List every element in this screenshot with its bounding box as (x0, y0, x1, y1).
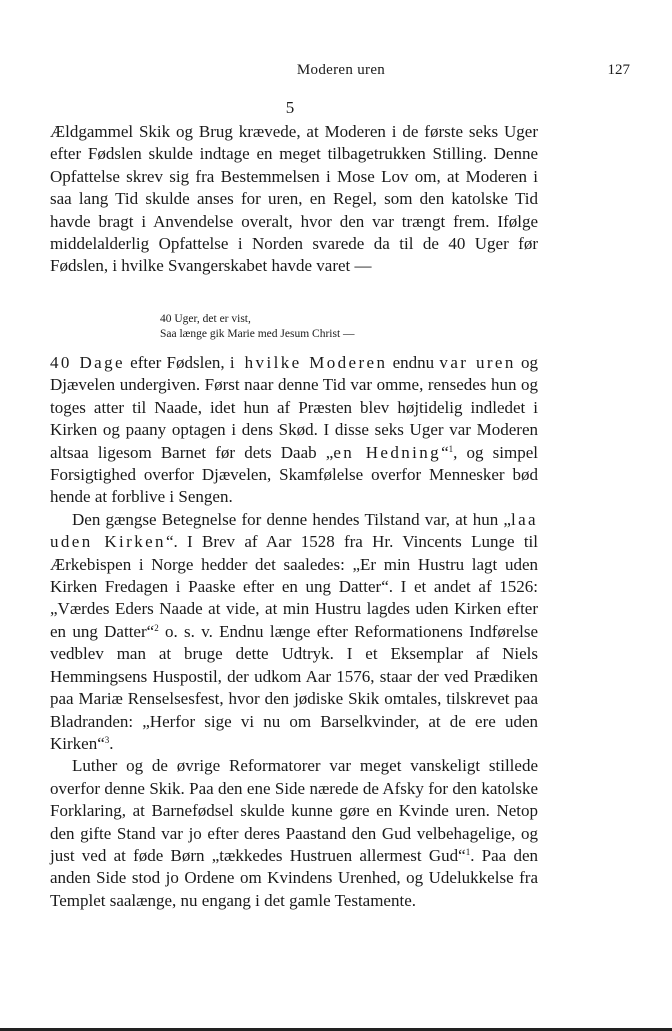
text-run: . (109, 733, 114, 753)
text-run: og Djævelen undergiven. Først naar denne Tid var omme, rensedes hun og toges atter til Naade, idet hun af Præsten blev højtidelig indledet i Kirken og paany optagen i dens Skød. I disse seks Uger var Moderen altsaa ligesom Barnet før dets Daab „ (50, 353, 539, 462)
paragraph-1: Ældgammel Skik og Brug krævede, at Moderen i de første seks Uger efter Fødslen skulde indtage en meget tilbagetrukken Stilling. Denne Opfattelse skrev sig fra Bestemmelsen i Mose Lov om, at Moderen i saa lang Tid skulde anses for uren, en Regel, som den katolske Tid havde bragt i Anvendelse overalt, hvor den var trængt frem. Ifølge middelalderlig Opfattelse i Norden svarede da til de 40 Uger før Fødslen, i hvilke Svangerskabet havde varet — (50, 122, 538, 276)
text-run: endnu (387, 353, 440, 372)
text-run: efter Fødslen, (124, 353, 230, 372)
text-block-upper (50, 121, 538, 278)
spaced-text: var uren (439, 353, 516, 372)
text-run: , og simpel Forsigtighed overfor Djævelen, Skamfølelse overfor Mennesker bød hende at forblive i Sengen. (50, 442, 538, 507)
text-run: “ (441, 442, 449, 462)
paragraph-3 (50, 509, 538, 755)
running-title: Moderen uren (296, 62, 386, 78)
page-number: 127 (607, 62, 630, 78)
text-run: o. s. v. Endnu længe efter Reformationens Indførelse vedblev man at bruge dette Udtryk. I et Eksemplar af Niels Hemmingsens Huspostil, der udkom Aar 1576, staar der ved Prædiken paa Mariæ Renselsesfest, hvor den jødiske Skik omtales, tilskrevet paa Bladranden: „Herfor sige vi nu om Barselkvinder, at de ere uden Kirken“ (50, 621, 538, 753)
running-head (48, 62, 634, 82)
spaced-text: en Hedning (333, 442, 442, 462)
footnote-marker: 3 (104, 734, 110, 745)
verse-line-1: 40 Uger, det er vist, (160, 313, 251, 325)
spaced-text: i hvilke Moderen (229, 353, 388, 372)
paragraph-4 (50, 755, 538, 912)
text-run: Luther og de øvrige Reformatorer var meget vanskeligt stillede overfor denne Skik. Paa den ene Side nærede de Afsky for den katolske Forklaring, at Barnefødsel skulde kunne gøre en Kvinde uren. Netop den gifte Stand var jo efter deres Paastand den Gud velbehagelige, og just ved at føde Børn „tækkedes Hustruen allermest Gud“ (50, 756, 538, 865)
text-run: . Paa den anden Side stod jo Ordene om Kvindens Urenhed, og Udelukkelse fra Templet saalænge, nu engang i det gamle Testamente. (50, 845, 538, 910)
footnote-marker: 1 (465, 846, 471, 857)
text-block-lower (50, 352, 538, 912)
paragraph-2 (50, 352, 538, 509)
footnote-marker: 1 (448, 443, 454, 454)
verse-quote (160, 312, 355, 342)
text-run: “. I Brev af Aar 1528 fra Hr. Vincents Lunge til Ærkebispen i Norge hedder det saaledes: „Er min Hustru lagt uden Kirken Fredagen i Paaske efter en ung Datter“. I et andet af 1526: „Værdes Eders Naade at vide, at min Hustru lagdes uden Kirken efter en ung Datter“ (50, 532, 538, 641)
chapter-number: 5 (285, 98, 295, 117)
spaced-text: laa uden Kirken (50, 509, 538, 552)
text-run: Den gængse Betegnelse for denne hendes Tilstand var, at hun „ (72, 509, 511, 529)
footnote-marker: 2 (154, 622, 159, 633)
spaced-text: 40 Dage (50, 353, 125, 372)
verse-line-2: Saa længe gik Marie med Jesum Christ — (160, 328, 355, 340)
